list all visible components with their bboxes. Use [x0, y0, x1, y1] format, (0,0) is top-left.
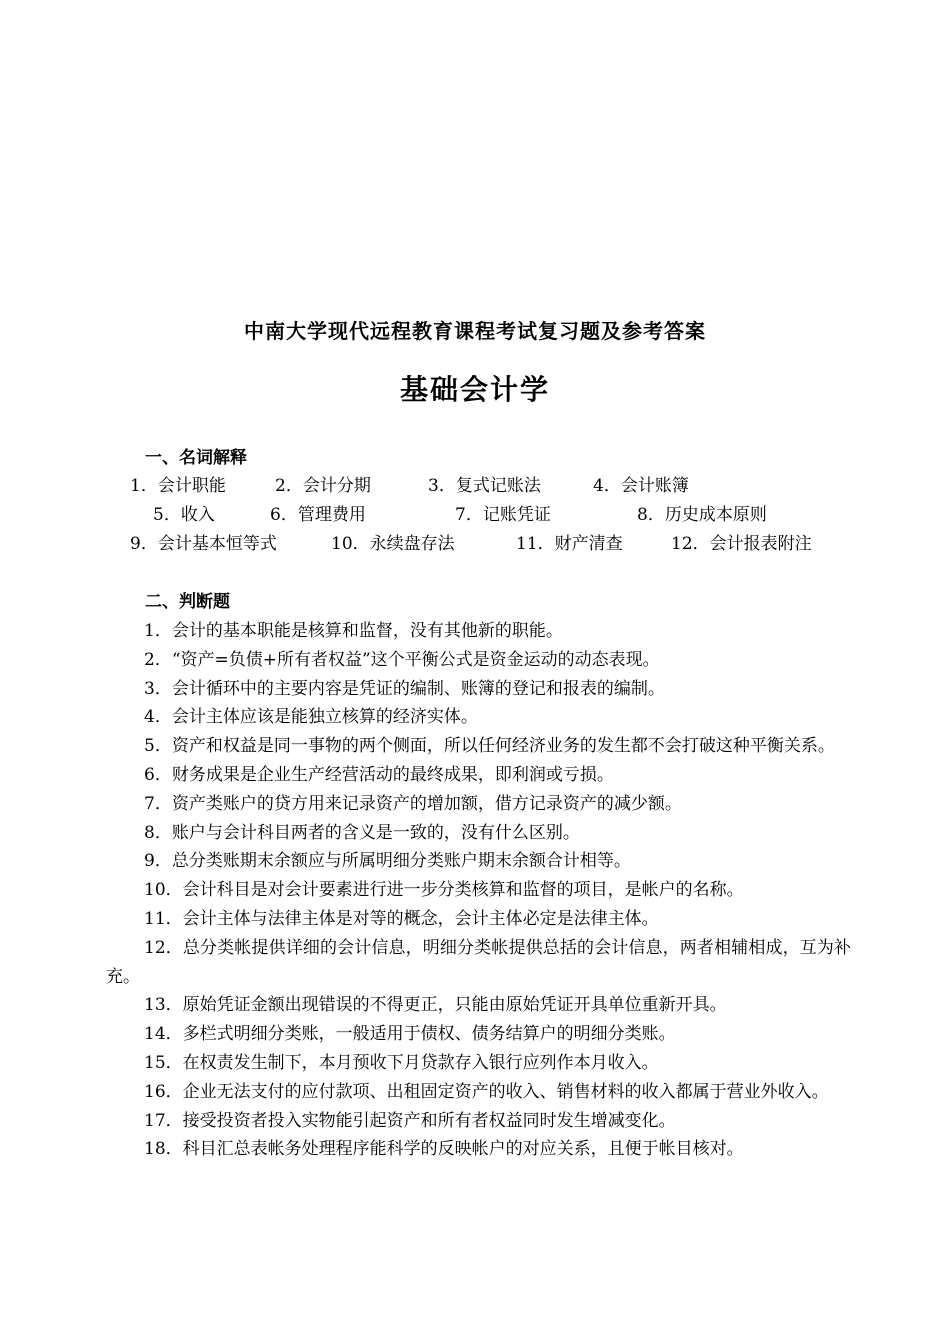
- terms-row: [0, 502, 950, 528]
- question-item: 10．会计科目是对会计要素进行进一步分类核算和监督的项目，是帐户的名称。: [144, 880, 744, 901]
- question-item: 4．会计主体应该是能独立核算的经济实体。: [144, 707, 478, 728]
- question-item: 3．会计循环中的主要内容是凭证的编制、账簿的登记和报表的编制。: [144, 678, 665, 699]
- question-item: 17．接受投资者投入实物能引起资产和所有者权益同时发生增减变化。: [144, 1110, 676, 1131]
- question-item: 5．资产和权益是同一事物的两个侧面，所以任何经济业务的发生都不会打破这种平衡关系。: [144, 736, 835, 757]
- terms-row: [0, 531, 950, 557]
- question-item: 15．在权责发生制下，本月预收下月贷款存入银行应列作本月收入。: [144, 1052, 659, 1073]
- term-item: 2．会计分期: [275, 476, 371, 496]
- term-item: 6．管理费用: [270, 505, 366, 525]
- question-item: 13．原始凭证金额出现错误的不得更正，只能由原始凭证开具单位重新开具。: [144, 995, 727, 1016]
- term-item: 7．记账凭证: [455, 505, 551, 525]
- question-item: 2．“资产=负债+所有者权益”这个平衡公式是资金运动的动态表现。: [144, 649, 660, 670]
- question-item: 12．总分类帐提供详细的会计信息，明细分类帐提供总括的会计信息，两者相辅相成，互为补充。: [106, 937, 851, 987]
- question-item: 11．会计主体与法律主体是对等的概念，会计主体必定是法律主体。: [144, 908, 659, 929]
- true-false-list: [106, 617, 851, 1164]
- term-item: 9．会计基本恒等式: [130, 534, 277, 554]
- course-title: 基础会计学: [399, 373, 550, 406]
- question-item: 9．总分类账期末余额应与所属明细分类账户期末余额合计相等。: [144, 851, 631, 872]
- question-item: 6．财务成果是企业生产经营活动的最终成果，即利润或亏损。: [144, 764, 614, 785]
- term-item: 8．历史成本原则: [637, 505, 767, 525]
- question-item: 1．会计的基本职能是核算和监督，没有其他新的职能。: [144, 621, 563, 641]
- term-item: 5．收入: [153, 505, 215, 525]
- term-item: 10．永续盘存法: [331, 534, 455, 554]
- question-item: 7．资产类账户的贷方用来记录资产的增加额，借方记录资产的减少额。: [144, 793, 682, 814]
- question-item: 8．账户与会计科目两者的含义是一致的，没有什么区别。: [144, 822, 580, 843]
- question-item: 18．科目汇总表帐务处理程序能科学的反映帐户的对应关系，且便于帐目核对。: [144, 1139, 744, 1160]
- question-item: 14．多栏式明细分类账，一般适用于债权、债务结算户的明细分类账。: [144, 1024, 676, 1045]
- term-item: 12．会计报表附注: [671, 534, 812, 554]
- question-item: 16．企业无法支付的应付款项、出租固定资产的收入、销售材料的收入都属于营业外收入。: [144, 1081, 829, 1102]
- section-heading-terms: 一、名词解释: [145, 448, 247, 468]
- term-item: 1．会计职能: [130, 476, 226, 496]
- term-item: 4．会计账簿: [593, 476, 689, 496]
- term-item: 3．复式记账法: [428, 476, 541, 496]
- term-item: 11．财产清查: [516, 534, 623, 554]
- terms-row: [0, 473, 950, 499]
- section-heading-true-false: 二、判断题: [145, 592, 230, 612]
- exam-header-title: 中南大学现代远程教育课程考试复习题及参考答案: [244, 319, 706, 343]
